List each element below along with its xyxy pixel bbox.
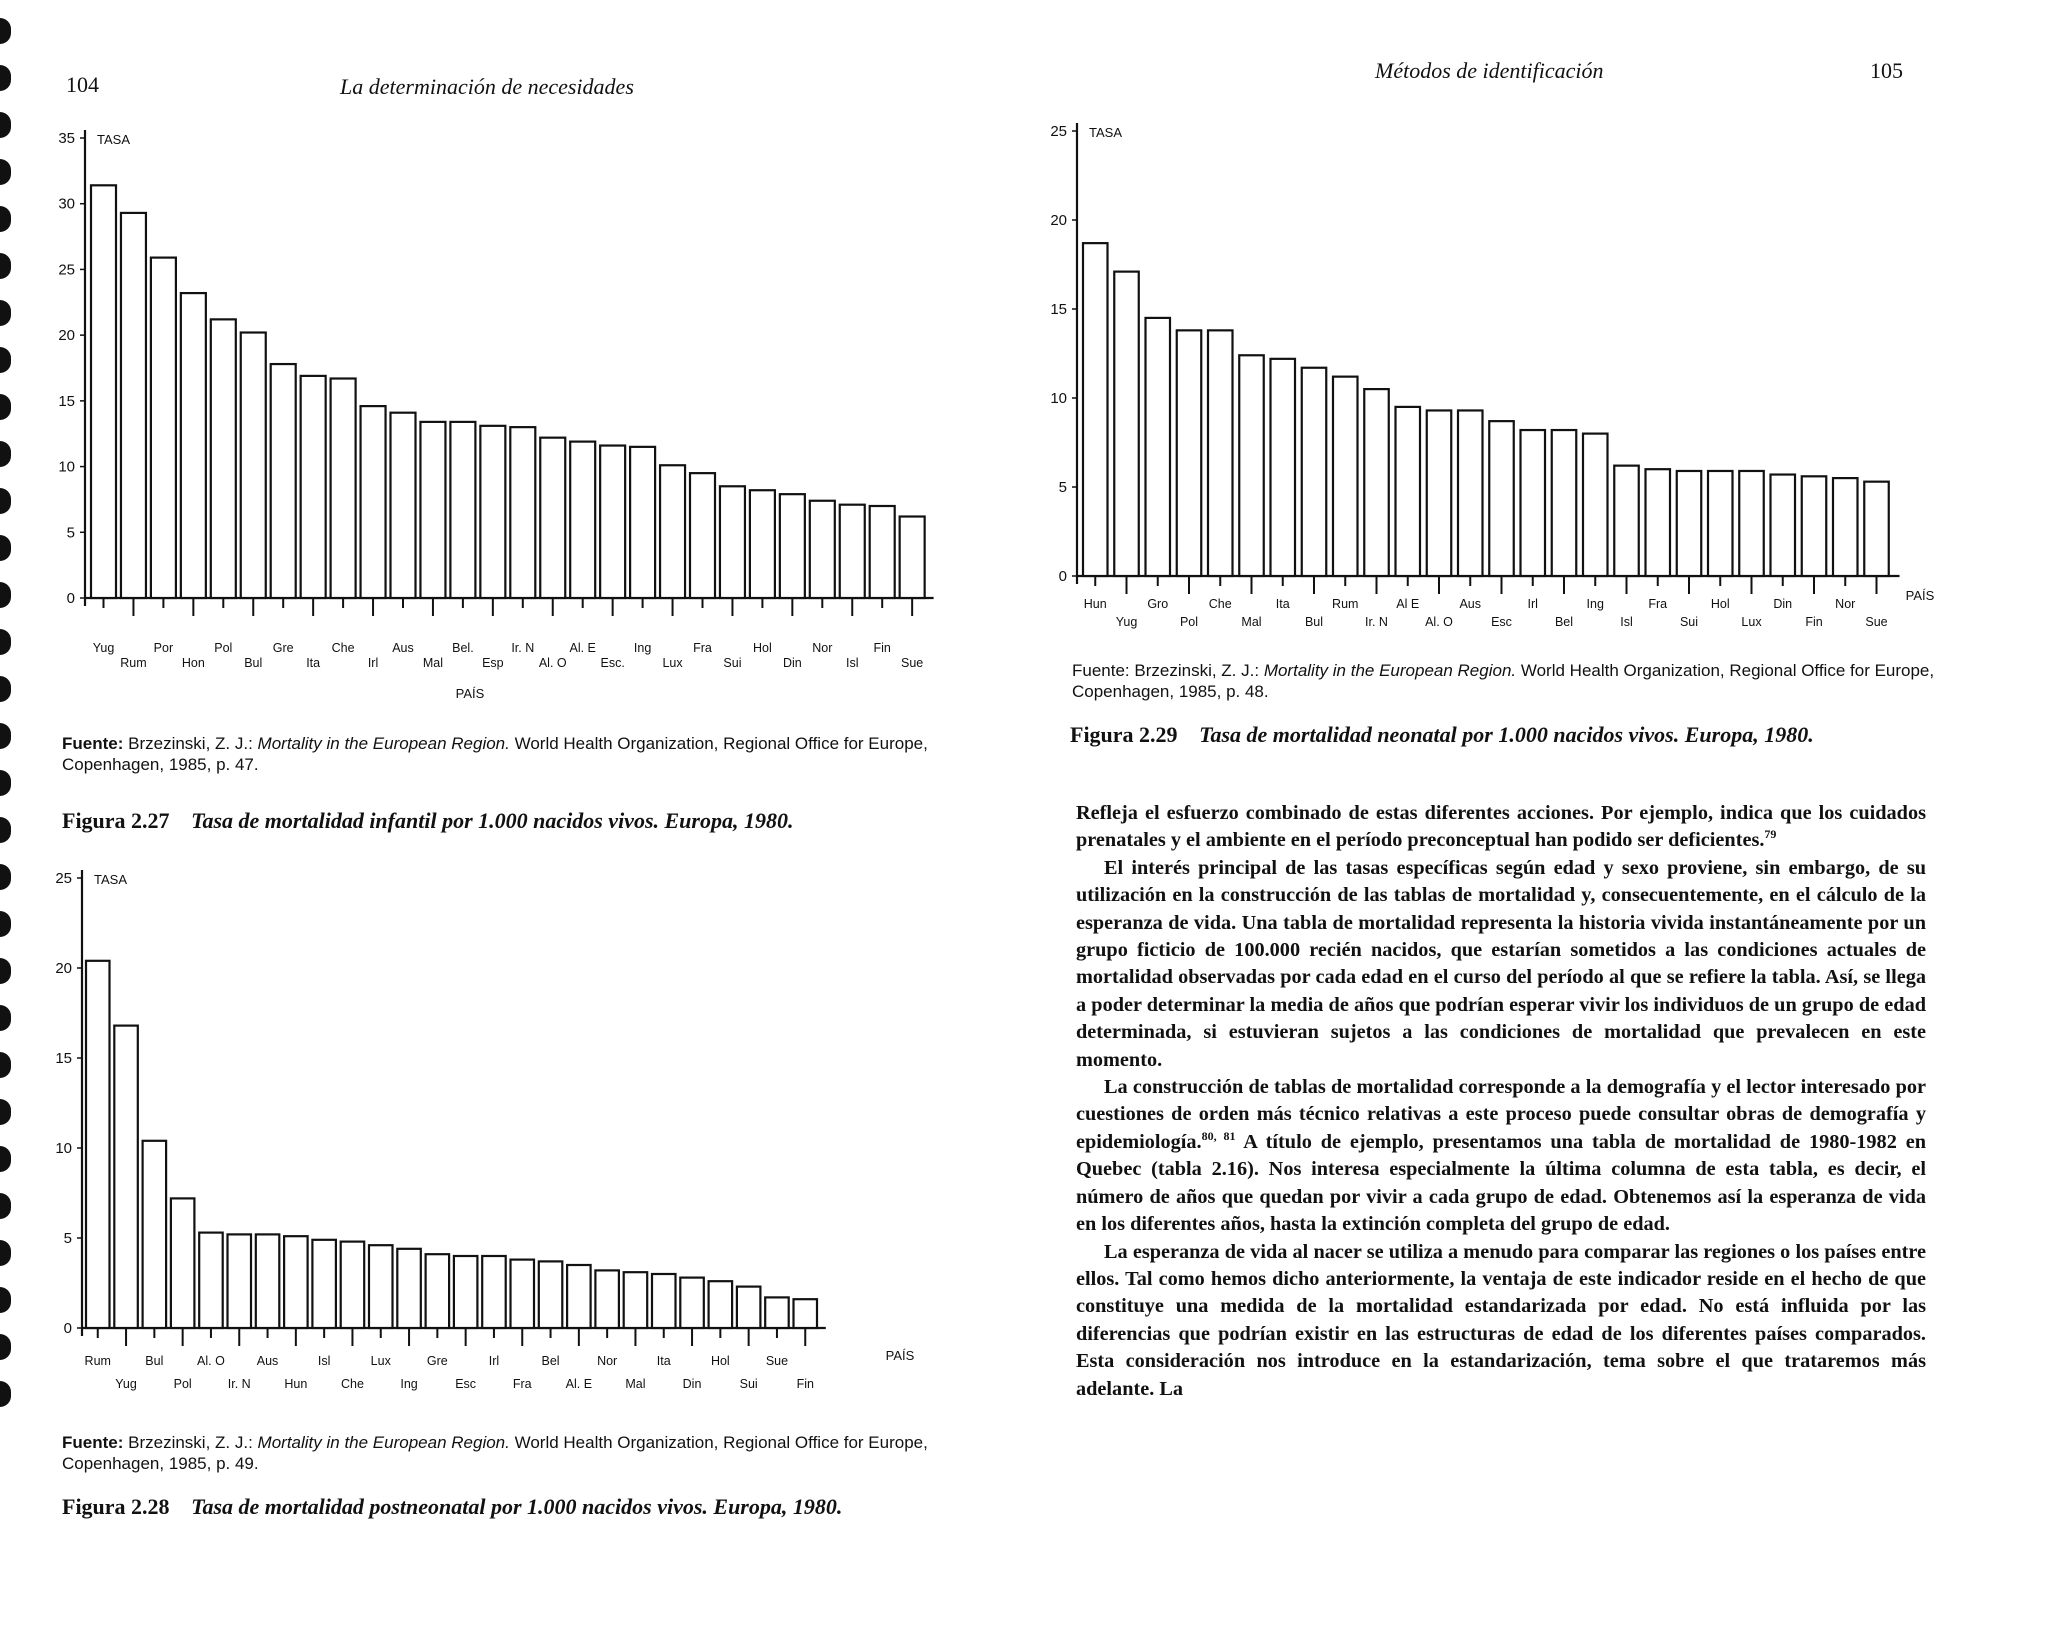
binding-hole — [0, 958, 11, 984]
x-tick-label: Pol — [173, 1377, 192, 1391]
x-tick-label: Mal — [1241, 615, 1262, 629]
bar — [900, 517, 925, 598]
x-tick-label: Hun — [284, 1377, 308, 1391]
x-axis-label: PAÍS — [455, 686, 485, 701]
source-title: Mortality in the European Region. — [257, 1433, 510, 1452]
bar — [709, 1281, 733, 1328]
x-tick-label: Sue — [1865, 615, 1888, 629]
body-text — [1076, 800, 1926, 1403]
bar — [652, 1274, 676, 1328]
source-lead: Fuente: — [62, 1433, 124, 1452]
bar — [870, 506, 895, 598]
figure-source — [62, 733, 942, 775]
running-head: La determinación de necesidades — [340, 74, 634, 99]
x-tick-label: Bul — [145, 1354, 164, 1368]
binding-hole — [0, 911, 11, 937]
binding-hole — [0, 817, 11, 843]
x-tick-label: Sue — [765, 1354, 789, 1368]
paragraph — [1076, 800, 1926, 855]
y-tick-label: 25 — [1050, 123, 1067, 140]
x-tick-label: Din — [682, 1377, 702, 1391]
x-tick-label: Bel — [1554, 615, 1574, 629]
source-rest: World Health Organization, Regional Office for Europe, Copenhagen, 1985, p. 49. — [62, 1433, 928, 1473]
bar — [1239, 355, 1264, 576]
bar — [211, 319, 236, 598]
binding-hole — [0, 1146, 11, 1172]
x-tick-label: Hol — [1710, 597, 1730, 611]
y-tick-label: 0 — [1058, 568, 1067, 585]
x-tick-label: Hol — [710, 1354, 730, 1368]
bar — [765, 1297, 789, 1328]
bar — [420, 422, 445, 598]
y-tick-label: 30 — [58, 195, 75, 213]
x-tick-label: Fin — [796, 1377, 814, 1391]
binding-hole — [0, 112, 11, 138]
bar-chart-infant-mortality — [40, 120, 940, 710]
x-tick-label: Aus — [392, 641, 414, 655]
x-axis-label: PAÍS — [885, 1348, 915, 1363]
x-tick-label: Al. O — [1425, 615, 1453, 629]
bar — [1864, 482, 1889, 576]
bar — [1677, 471, 1702, 576]
bar — [511, 1260, 535, 1328]
bar — [426, 1254, 450, 1328]
bar — [397, 1249, 421, 1328]
x-tick-label: Pol — [214, 641, 233, 655]
bar-chart-postneonatal-mortality — [40, 868, 940, 1418]
x-tick-label: Hun — [1083, 597, 1107, 611]
x-tick-label: Gre — [272, 641, 294, 655]
x-tick-label: Fin — [1805, 615, 1823, 629]
bar — [690, 473, 715, 598]
bar — [595, 1270, 619, 1328]
bar — [199, 1233, 223, 1328]
bar — [510, 427, 535, 598]
x-tick-label: Che — [1208, 597, 1232, 611]
figure-number: Figura 2.28 — [62, 1494, 170, 1519]
y-tick-label: 15 — [55, 1050, 72, 1067]
bar — [539, 1261, 563, 1328]
y-tick-label: 25 — [55, 870, 72, 887]
x-tick-label: Al. E — [569, 641, 596, 655]
y-tick-label: 35 — [58, 130, 75, 147]
binding-hole — [0, 394, 11, 420]
bar — [1364, 389, 1389, 576]
bar — [720, 486, 745, 598]
bar — [1302, 368, 1327, 576]
bar — [1614, 466, 1639, 576]
bar — [1114, 272, 1139, 576]
binding-hole — [0, 253, 11, 279]
x-tick-label: Rum — [120, 656, 147, 670]
y-tick-label: 10 — [1050, 390, 1067, 407]
x-tick-label: Isl — [1620, 615, 1633, 629]
x-tick-label: Al. O — [197, 1354, 225, 1368]
binding-hole — [0, 1240, 11, 1266]
x-tick-label: Gro — [1147, 597, 1169, 611]
bar — [680, 1278, 704, 1328]
x-tick-label: Mal — [625, 1377, 646, 1391]
source-lead: Fuente: — [1072, 661, 1130, 680]
x-tick-label: Hol — [753, 641, 772, 655]
source-rest: World Health Organization, Regional Office for Europe, Copenhagen, 1985, p. 47. — [62, 734, 928, 774]
bar — [1271, 359, 1296, 576]
bar — [482, 1256, 506, 1328]
x-tick-label: Irl — [367, 656, 379, 670]
bar — [750, 490, 775, 598]
y-tick-label: 10 — [55, 1140, 72, 1157]
paragraph-text: A título de ejemplo, presentamos una tabla de mortalidad de 1980-1982 en Quebec (tabla 2.16). Nos interesa especialmente la última columna de esta tabla, es decir, el número de años que quedan por vivir a cada grupo de edad. Obtenemos así la esperanza de vida en los diferentes años, hasta la extinción completa del grupo de edad. — [1076, 1130, 1927, 1236]
x-tick-label: Ita — [1275, 597, 1290, 611]
paragraph-text: Refleja el esfuerzo combinado de estas diferentes acciones. Por ejemplo, indica que los cuidados prenatales y el ambiente en el período preconceptual han podido ser deficientes. — [1076, 802, 1926, 852]
source-lead: Fuente: — [62, 734, 124, 753]
paragraph — [1076, 855, 1926, 1074]
bar — [284, 1236, 308, 1328]
bar — [1177, 330, 1202, 576]
source-title: Mortality in the European Region. — [1263, 661, 1517, 680]
bar — [331, 379, 356, 598]
x-tick-label: Al. O — [538, 656, 567, 670]
footnote-ref: 80, 81 — [1201, 1129, 1236, 1144]
x-tick-label: Lux — [662, 656, 683, 670]
x-tick-label: Ita — [656, 1354, 671, 1368]
x-tick-label: Al. E — [565, 1377, 593, 1391]
bar — [737, 1287, 761, 1328]
binding-hole — [0, 1193, 11, 1219]
binding-hole — [0, 18, 11, 44]
paragraph-text: La construcción de tablas de mortalidad corresponde a la demografía y el lector interesado por cuestiones de orden más técnico relativas a este proceso puede consultar obras de demografía y epidemiología. — [1076, 1076, 1926, 1153]
bar — [810, 501, 835, 598]
x-tick-label: Che — [331, 641, 355, 655]
x-tick-label: Ir. N — [227, 1377, 251, 1391]
x-tick-label: Nor — [812, 641, 833, 655]
x-tick-label: Isl — [317, 1354, 331, 1368]
x-tick-label: Ing — [633, 641, 652, 655]
x-tick-label: Bul — [1304, 615, 1324, 629]
y-tick-label: 0 — [66, 590, 75, 607]
bar — [1739, 471, 1764, 576]
bar — [301, 376, 326, 598]
y-axis-label: TASA — [1089, 125, 1122, 140]
bar — [450, 422, 475, 598]
y-tick-label: 20 — [58, 327, 75, 345]
x-tick-label: Fin — [873, 641, 891, 655]
bar — [1489, 421, 1514, 576]
binding-hole — [0, 300, 11, 326]
binding-hole — [0, 723, 11, 749]
x-tick-label: Fra — [1648, 597, 1668, 611]
bar — [1396, 407, 1421, 576]
y-tick-label: 15 — [1050, 301, 1067, 318]
x-tick-label: Irl — [488, 1354, 500, 1368]
x-tick-label: Che — [340, 1377, 364, 1391]
x-tick-label: Sui — [739, 1377, 758, 1391]
footnote-ref: 79 — [1764, 827, 1777, 842]
paragraph — [1076, 1239, 1926, 1403]
source-authors: Brzezinski, Z. J.: — [1134, 661, 1260, 680]
figure-caption-text: Tasa de mortalidad neonatal por 1.000 nacidos vivos. Europa, 1980. — [1199, 722, 1814, 747]
x-tick-label: Por — [153, 641, 174, 655]
x-tick-label: Al E — [1396, 597, 1420, 611]
y-tick-label: 5 — [1058, 479, 1067, 496]
bar — [780, 494, 805, 598]
bar — [151, 258, 176, 598]
bar — [1083, 243, 1108, 576]
running-head: Métodos de identificación — [1375, 58, 1604, 83]
x-tick-label: Pol — [1179, 615, 1199, 629]
figure-number: Figura 2.27 — [62, 808, 170, 833]
x-tick-label: Gre — [426, 1354, 448, 1368]
left-page — [40, 0, 940, 1647]
x-tick-label: Mal — [422, 656, 444, 670]
bar — [1708, 471, 1733, 576]
x-tick-label: Isl — [846, 656, 859, 670]
x-tick-label: Esc — [1491, 615, 1512, 629]
bar — [361, 406, 386, 598]
x-tick-label: Esc — [455, 1377, 477, 1391]
binding-hole — [0, 676, 11, 702]
bar — [1208, 330, 1233, 576]
x-tick-label: Ir. N — [1365, 615, 1388, 629]
x-tick-label: Aus — [256, 1354, 279, 1368]
bar — [312, 1240, 336, 1328]
x-tick-label: Sui — [1679, 615, 1699, 629]
bar — [540, 438, 565, 598]
bar — [624, 1272, 648, 1328]
x-tick-label: Esp — [482, 656, 504, 670]
source-rest: World Health Organization, Regional Office for Europe, Copenhagen, 1985, p. 48. — [1072, 661, 1935, 701]
binding-holes — [0, 0, 16, 1647]
x-tick-label: Aus — [1459, 597, 1482, 611]
bar — [1646, 469, 1671, 576]
binding-hole — [0, 1381, 11, 1407]
x-tick-label: Sue — [901, 656, 924, 670]
x-tick-label: Yug — [92, 641, 115, 655]
y-tick-label: 5 — [63, 1230, 72, 1247]
x-tick-label: Lux — [1741, 615, 1762, 629]
binding-hole — [0, 347, 11, 373]
x-tick-label: Fra — [693, 641, 712, 655]
binding-hole — [0, 770, 11, 796]
x-tick-label: Rum — [84, 1354, 111, 1368]
figure-source — [62, 1432, 942, 1474]
right-page — [1050, 0, 1950, 1647]
x-tick-label: Nor — [597, 1354, 618, 1368]
x-tick-label: Lux — [370, 1354, 391, 1368]
x-tick-label: Ing — [400, 1377, 418, 1391]
bar — [171, 1198, 195, 1328]
x-tick-label: Fra — [512, 1377, 532, 1391]
x-tick-label: Din — [782, 656, 802, 670]
y-tick-label: 25 — [58, 261, 75, 279]
y-tick-label: 5 — [66, 524, 75, 542]
x-tick-label: Bel. — [452, 641, 474, 655]
figure-caption-text: Tasa de mortalidad infantil por 1.000 nacidos vivos. Europa, 1980. — [191, 808, 794, 833]
bar — [600, 446, 625, 598]
bar — [1427, 410, 1452, 576]
x-tick-label: Din — [1773, 597, 1793, 611]
x-axis-label: PAÍS — [1905, 588, 1935, 603]
source-authors: Brzezinski, Z. J.: — [128, 1433, 253, 1452]
source-title: Mortality in the European Region. — [257, 734, 510, 753]
bar — [143, 1141, 167, 1328]
bar — [840, 505, 865, 598]
figure-caption — [62, 1494, 962, 1520]
x-tick-label: Esc. — [600, 656, 625, 670]
bar — [794, 1299, 818, 1328]
y-tick-label: 10 — [58, 458, 75, 476]
binding-hole — [0, 1334, 11, 1360]
page-number: 104 — [66, 72, 99, 97]
binding-hole — [0, 535, 11, 561]
y-tick-label: 20 — [55, 960, 72, 977]
figure-caption-text: Tasa de mortalidad postneonatal por 1.000 nacidos vivos. Europa, 1980. — [191, 1494, 843, 1519]
bar — [121, 213, 146, 598]
binding-hole — [0, 1099, 11, 1125]
bar — [1833, 478, 1858, 576]
x-tick-label: Sui — [723, 656, 742, 670]
y-tick-label: 0 — [63, 1320, 72, 1337]
x-tick-label: Ing — [1586, 597, 1604, 611]
bar — [1552, 430, 1577, 576]
x-tick-label: Irl — [1527, 597, 1538, 611]
bar — [567, 1265, 591, 1328]
source-authors: Brzezinski, Z. J.: — [128, 734, 253, 753]
bar — [228, 1234, 252, 1328]
bar — [1146, 318, 1171, 576]
bar — [341, 1242, 365, 1328]
binding-hole — [0, 1052, 11, 1078]
bar — [181, 293, 206, 598]
binding-hole — [0, 1287, 11, 1313]
bar — [86, 961, 110, 1328]
x-tick-label: Hon — [181, 656, 205, 670]
x-tick-label: Bul — [244, 656, 263, 670]
bar — [480, 426, 505, 598]
x-tick-label: Nor — [1835, 597, 1856, 611]
bar — [1521, 430, 1546, 576]
paragraph-text: La esperanza de vida al nacer se utiliza a menudo para comparar las regiones o los países entre ellos. Tal como hemos dicho anteriormente, la ventaja de este indicador reside en el hecho de que constituye una medida de la mortalidad estandarizada por edad. No está influida por las diferencias que podrían existir en las estructuras de edad de los diferentes países comparados. Esta consideración nos introduce en la estandarización, tema sobre el que trataremos más adelante. La — [1076, 1240, 1926, 1400]
y-axis-label: TASA — [94, 872, 127, 887]
paragraph — [1076, 1074, 1926, 1238]
bar — [570, 442, 595, 598]
bar — [1333, 377, 1358, 576]
binding-hole — [0, 582, 11, 608]
x-tick-label: Bel — [541, 1354, 560, 1368]
bar — [454, 1256, 478, 1328]
binding-hole — [0, 488, 11, 514]
bar — [1583, 434, 1608, 576]
bar-chart-neonatal-mortality — [1050, 110, 1950, 650]
bar — [1802, 476, 1827, 576]
page-number: 105 — [1870, 58, 1903, 83]
y-tick-label: 15 — [58, 392, 75, 410]
binding-hole — [0, 65, 11, 91]
binding-hole — [0, 441, 11, 467]
bar — [271, 364, 296, 598]
figure-caption — [62, 808, 962, 834]
x-tick-label: Ita — [306, 656, 321, 670]
bar — [114, 1026, 138, 1328]
binding-hole — [0, 864, 11, 890]
figure-caption — [1070, 722, 1970, 748]
binding-hole — [0, 1005, 11, 1031]
figure-number: Figura 2.29 — [1070, 722, 1178, 747]
bar — [391, 413, 416, 598]
x-tick-label: Ir. N — [511, 641, 535, 655]
bar — [369, 1245, 393, 1328]
paragraph-text: El interés principal de las tasas específicas según edad y sexo proviene, sin embargo, de su utilización en la construcción de las tablas de mortalidad y, consecuentemente, en el cálculo de la esperanza de vida. Una tabla de mortalidad representa la historia vivida instantáneamente por un grupo ficticio de 100.000 recién nacidos, que estarían sometidos a las condiciones actuales de mortalidad observadas por cada edad en el curso del período al que se refiere la tabla. Así, se llega a poder determinar la media de años que podrían esperar vivir los individuos de un grupo de edad determinada, si estuvieran sujetos a las condiciones de mortalidad que prevalecen en este momento. — [1076, 856, 1926, 1071]
bar — [660, 465, 685, 598]
binding-hole — [0, 629, 11, 655]
x-tick-label: Rum — [1332, 597, 1359, 611]
y-tick-label: 20 — [1050, 212, 1067, 229]
bar — [91, 185, 116, 598]
x-tick-label: Yug — [1115, 615, 1138, 629]
bar — [256, 1234, 279, 1328]
binding-hole — [0, 206, 11, 232]
bar — [1458, 410, 1483, 576]
binding-hole — [0, 159, 11, 185]
y-axis-label: TASA — [97, 132, 130, 147]
bar — [241, 333, 266, 598]
x-tick-label: Yug — [115, 1377, 137, 1391]
bar — [1771, 475, 1796, 576]
bar — [630, 447, 655, 598]
figure-source — [1072, 660, 1952, 702]
